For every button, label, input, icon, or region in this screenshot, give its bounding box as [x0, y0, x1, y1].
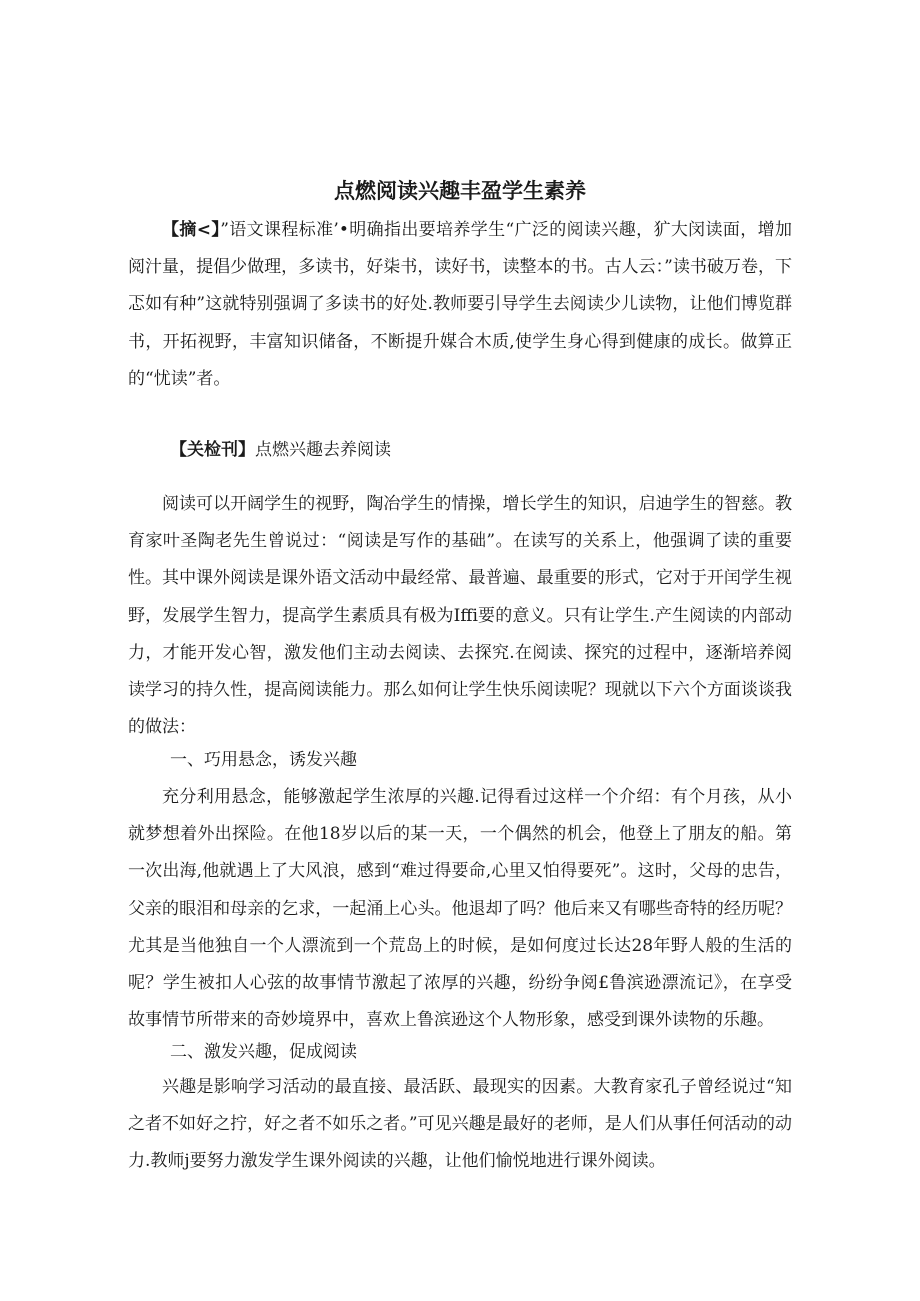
section1-heading: 一、巧用悬念，诱发兴趣 [170, 750, 357, 770]
keywords-label: 【关检刊】 [170, 440, 255, 460]
abstract-text: ”语文课程标准’•明确指出要培养学生“广泛的阅读兴趣，犷大闵读面，增加阅汁量，提倡少做理，多读书，好柒书，读好书，读整本的书。古人云：”读书破万卷，下忑如有种”这就特别强调了多读书的好处.教师要引导学生去阅读少儿读物，让他们博览群书，开拓视野，丰富知识储备，不断提升媒合木质,使学生身心得到健康的成长。做算正的“忧读”者。 [128, 220, 792, 389]
abstract-paragraph [128, 212, 792, 398]
section1-paragraph: 充分利用悬念，能够激起学生浓厚的兴趣.记得看过这样一个介绍：有个月孩，从小就梦想着外出探险。在他18岁以后的某一天，一个偶然的机会，他登上了朋友的船。第一次出海,他就遇上了大风浪，感到“难过得要命,心里又怕得要死”。这时，父母的忠告，父亲的眼泪和母亲的乞求，一起涌上心头。他退却了吗？他后来又有哪些奇特的经历呢？尤其是当他独自一个人漂流到一个荒岛上的时候，是如何度过长达28年野人般的生活的呢？学生被扣人心弦的故事情节激起了浓厚的兴趣，纷纷争阅£鲁滨逊漂流记》，在享受故事情节所带来的奇妙境界中，喜欢上鲁滨逊这个人物形象，感受到课外读物的乐趣。 [128, 787, 792, 1031]
abstract-label: 【摘<】 [162, 220, 221, 240]
document-title: 点燃阅读兴趣丰盈学生素养 [334, 179, 586, 203]
keywords-text: 点燃兴趣去养阅读 [255, 440, 391, 460]
section2-heading: 二、激发兴趣，促成阅读 [170, 1042, 357, 1062]
intro-paragraph: 阅读可以开阔学生的视野，陶冶学生的情操，增长学生的知识，启迪学生的智慈。教育家叶圣陶老先生曾说过：“阅读是写作的基础”。在读写的关系上，他强调了读的重要性。其中课外阅读是课外语文活动中最经常、最普遍、最重要的形式，它对于开闰学生视野，发展学生智力，提高学生素质具有极为Iffi要的意义。只有让学生.产生阅读的内部动力，才能开发心智，激发他们主动去阅读、去探究.在阅读、探究的过程中，逐渐培养阅读学习的持久性，提高阅读能力。那么如何让学生快乐阅读呢？现就以下六个方面谈谈我的做法： [128, 494, 792, 738]
keywords-line [170, 432, 770, 469]
section2-paragraph: 兴趣是影响学习活动的最直接、最活跃、最现实的因素。大教育家孔子曾经说过“知之者不如好之拧，好之者不如乐之者。”可见兴趣是最好的老师，是人们从事任何活动的动力.教师j要努力激发学生课外阅读的兴趣，让他们愉悦地进行课外阅读。 [128, 1077, 792, 1172]
